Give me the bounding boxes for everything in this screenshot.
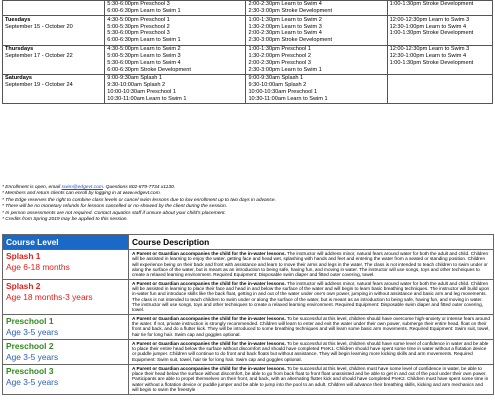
course-table [2,234,494,395]
time-slot: 5:30-6:00pm Preschool 3 [107,1,170,8]
description-text: The instructor will address minor, natural fears around water for both the adult and child. Children will be assisted in learning to enjoy the water, getting face and head wet, splashing with hands and feet and entering the water from a seated or standing position. Children will experience being on their back and front with assistance and learn to move their arms and legs in the water. The class is not intended to teach children to swim under or along the surface of the water, but is meant as an introduction to being safe, having fun, and moving in water. The instructor will use songs, toys and other techniques to create a relaxed learning environment. Required Equipment: Disposable swim diaper and fitted outer covering, towel. [132,251,489,278]
course-row [3,314,494,339]
schedule-row [3,74,493,103]
note-credits: * Credits from Spring 2019 may be applied to this session. [2,217,128,223]
note-refunds: * There will be no monetary refunds for lessons cancelled or no-showed by the client during the session. [2,204,228,210]
description-text: To be successful at this level, children must have some level of confidence in water, be able to place their head below the surface without discomfort, be able to go from back float to front float unassisted and be able to get in and out of the pool under their own power. Participants are able to propel themselves on their front, and back, with an alternating flutter kick and should have completed PreK2. Children must have spent some time in water without a flotation device or puddle jumper and be able to jump into the pool to an adult. Children will advance their breathing skills, kicking and arm mechanics and will begin to swim the freestyle [132,365,489,393]
header-course-level: Course Level [3,235,129,250]
course-description [129,314,494,339]
schedule-slot-cell [246,45,387,74]
schedule-slot-cell [246,74,387,103]
course-body [3,235,494,395]
schedule-day-cell [3,1,105,16]
time-slot: 12:30-1:00pm Learn to Swim 4 [389,52,467,59]
time-slot: 6:00-6:30pm Learn to Swim 1 [107,8,181,15]
header-course-description: Course Description [129,235,494,250]
schedule-slot-cell [105,74,246,103]
time-slot: 2:00-2:30pm Learn to Swim 4 [248,30,322,37]
time-slot: 9:00-9:30am Splash 1 [248,74,304,81]
session-dates: September 19 - October 24 [5,81,73,88]
time-slot: 5:00-5:30pm Preschool 2 [107,23,170,30]
time-slot: 1:00-1:30pm Stroke Development [389,59,474,66]
time-slot: 10:00-10:30am Preschool 1 [107,88,177,95]
time-slot: 10:30-11:00am Learn to Swim 1 [248,95,328,102]
session-dates: September 17 - October 22 [5,52,73,59]
time-slot: 2:30-3:00pm Stroke Development [248,37,333,44]
course-row [3,339,494,364]
schedule-table [2,0,493,104]
description-text: To be successful at this level, children should have some level of confidence in water and be able to place their entire head below the surface without discomfort and should have completed PreK1. Children should have spent some time in water without a flotation device or puddle jumper. Children will continue to do front and back floats but without assistance. They will begin learning more kicking skills and arm movements. Required Equipment: Swim suit, towel, hair tie for long hair. Swim cap and goggles optional. [132,340,489,362]
time-slot: 5:30-6:00pm Learn to Swim 4 [107,59,181,66]
schedule-slot-cell [387,16,492,45]
course-description [129,279,494,314]
time-slot: 1:00-1:30pm Stroke Development [389,1,474,8]
parent-notice: A Parent or Guardian accompanies the child for the in-water lessons. [132,365,286,371]
course-name: Splash 1 [6,251,41,261]
schedule-row [3,45,493,74]
time-slot: 4:30-5:00pm Learn to Swim 2 [107,45,181,52]
course-level-cell [3,314,129,339]
schedule-slot-cell [387,45,492,74]
course-name: Preschool 3 [6,365,54,376]
parent-notice: A Parent or Guardian accompanies the child for the in-water lessons. [132,251,286,256]
schedule-slot-cell [246,1,387,16]
schedule-day-cell [3,74,105,103]
course-row [3,250,494,280]
time-slot: 10:00-10:30am Preschool 1 [248,88,318,95]
time-slot: 2:00-2:30pm Preschool 3 [248,59,311,66]
schedule-slot-cell [387,1,492,16]
day-name: Thursdays [5,45,34,52]
course-age: Age 3-5 years [6,351,59,362]
schedule-row [3,1,493,16]
course-level-cell [3,279,129,314]
course-description [129,339,494,364]
time-slot: 2:30-3:00pm Learn to Swim 1 [248,66,322,73]
schedule-row [3,16,493,45]
time-slot: 10:30-11:00am Learn to Swim 1 [107,95,187,102]
schedule-body [3,1,493,104]
parent-notice: A Parent or Guardian accompanies the child for the in-water lessons. [132,315,286,321]
time-slot: 9:30-10:00am Splash 2 [248,81,307,88]
time-slot: 12:30-1:00pm Learn to Swim 4 [389,23,467,30]
time-slot: 2:30-3:00pm Stroke Development [248,8,333,15]
course-age: Age 3-5 years [6,326,59,337]
course-row [3,364,494,394]
course-name: Splash 2 [6,280,41,291]
time-slot: 4:30-5:00pm Preschool 1 [107,16,170,23]
time-slot: 1:30-2:00pm Preschool 2 [248,52,311,59]
course-level-cell [3,250,129,280]
course-name: Preschool 1 [6,315,54,326]
schedule-slot-cell [246,16,387,45]
time-slot: 9:00-9:30am Splash 1 [107,74,163,81]
schedule-day-cell [3,16,105,45]
description-text: To be successful at this level, children should have overcome high-anxiety or intense fears around the water. If not, private instruction is strongly recommended. Children will learn to enter and exit the water under their own power, submerge their entire head, float on their front and back, and do a flutter kick. They will be introduced to some breathing techniques and will learn some basic arm movements. Required Equipment: Swim suit, towel, hair tie for long hair. Swim cap and goggles optional. [132,315,490,337]
course-description [129,364,494,394]
time-slot: 5:00-5:30pm Learn to Swim 3 [107,52,181,59]
schedule-slot-cell [105,45,246,74]
time-slot: 1:00-1:30pm Preschool 1 [248,45,311,52]
time-slot: 1:00-1:30pm Stroke Development [389,30,474,37]
time-slot: 2:00-2:30pm Learn to Swim 4 [248,1,322,8]
day-name: Saturdays [5,74,33,81]
schedule-slot-cell [105,16,246,45]
time-slot: 1:00-1:30pm Learn to Swim 2 [248,16,322,23]
time-slot: 5:30-6:00pm Preschool 3 [107,30,170,37]
course-level-cell [3,364,129,394]
course-description [129,250,494,280]
session-dates: September 15 - October 20 [5,23,73,30]
schedule-slot-cell [105,1,246,16]
course-level-cell [3,339,129,364]
description-text: The instructor will address minor, natural fears around water for both the adult and child. Children will be assisted in learning to place their face and head in and below the surface of the water and will begin to learn basic breathing techniques. The instructor will build upon in-water fun and introduce skills like the back float, getting in and out of the water under one's own power, jumping in without assistance and basic arm and leg movements. The class is not intended to teach children to swim under or along the surface of the water, but is meant as an introduction to being safe, having fun, and moving in water. The instructor will use songs, toys and other techniques to create a relaxed learning environment. Required Equipment: Disposable swim diaper and fitted outer covering, towel. [132,280,490,313]
note-members: * Members and return clients can enroll by logging in at www.edgevt.com. [2,191,162,197]
course-age: Age 3-5 years [6,376,59,387]
course-age: Age 6-18 months [6,262,70,272]
schedule-slot-cell [387,74,492,103]
parent-notice: A Parent or Guardian accompanies the child for the in-water lessons. [132,280,286,286]
time-slot: 1:30-2:00pm Learn to Swim 3 [248,23,322,30]
note-enrollment: * Enrollment is open, email swim@edgevt.com. Questions 802-879-7734 x1130. [2,185,176,190]
course-name: Preschool 2 [6,340,54,351]
schedule-day-cell [3,45,105,74]
course-row [3,279,494,314]
time-slot: 6:00-6:30pm Stroke Development [107,66,191,73]
time-slot: 9:30-10:00am Splash 2 [107,81,166,88]
note-assessments: * In person assessments are not required. Contact aquatics staff if unsure about your child's placement. [2,210,226,216]
email-link[interactable]: swim@edgevt.com [61,185,103,190]
note-combine: * The Edge reserves the right to combine class levels or cancel swim lessons due to low enrollment up to two days in advance. [2,197,277,203]
course-age: Age 18 months-3 years [6,291,93,302]
time-slot: 12:00-12:30pm Learn to Swim 3 [389,16,470,23]
enrollment-notes [2,185,493,223]
time-slot: 12:00-12:30pm Learn to Swim 3 [389,45,470,52]
time-slot: 6:00-6:30pm Learn to Swim 1 [107,37,181,44]
parent-notice: A Parent or Guardian accompanies the child for the in-water lessons. [132,340,286,346]
course-header-row [3,235,494,250]
day-name: Tuesdays [5,16,31,23]
